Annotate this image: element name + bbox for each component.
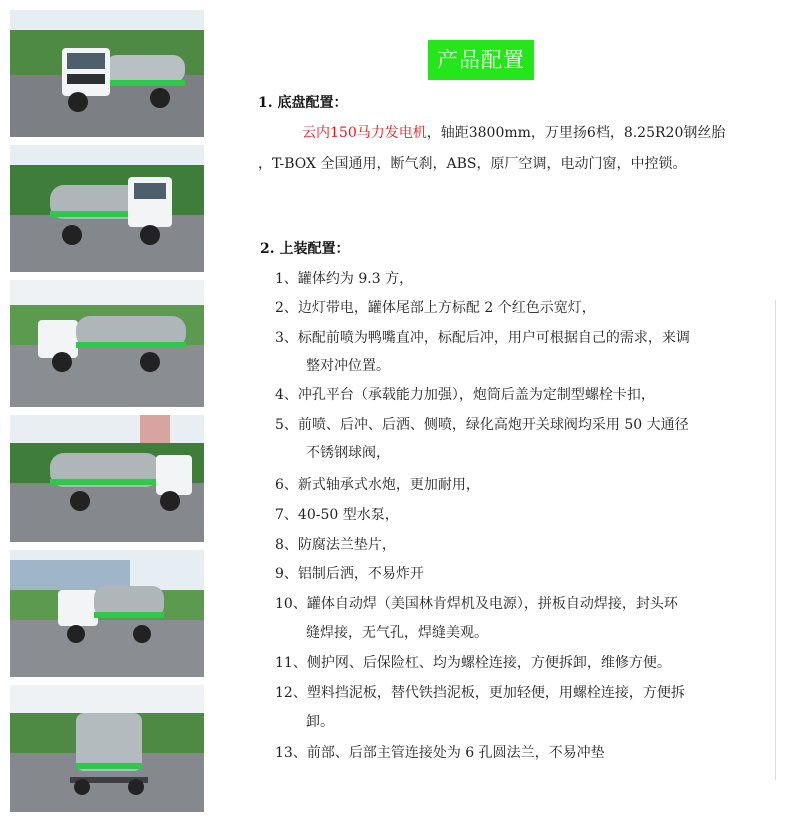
- upper-item: 7、40-50 型水泵，: [275, 507, 399, 523]
- upper-item: 2、边灯带电，罐体尾部上方标配 2 个红色示宽灯，: [275, 300, 596, 316]
- upper-heading: 2. 上装配置：: [260, 241, 350, 257]
- truck-rear-angle-illustration: [10, 550, 204, 677]
- chassis-line-1: [302, 122, 725, 142]
- upper-item-continued: 缝焊接，无气孔，焊缝美观。: [306, 625, 488, 641]
- chassis-line-1-rest: ，轴距3800mm，万里扬6档，8.25R20钢丝胎: [426, 125, 726, 141]
- upper-item: 12、塑料挡泥板，替代铁挡泥板，更加轻便，用螺栓连接，方便拆: [275, 685, 685, 701]
- truck-left-side-illustration: [10, 280, 204, 407]
- upper-item-continued: 不锈钢球阀，: [306, 445, 390, 461]
- truck-side-illustration: [10, 145, 204, 272]
- truck-photo-side-front: [10, 145, 204, 272]
- upper-item: 10、罐体自动焊（美国林肯焊机及电源），拼板自动焊接，封头环: [275, 596, 678, 612]
- upper-item: 8、防腐法兰垫片，: [275, 537, 396, 553]
- upper-item-continued: 整对冲位置。: [306, 358, 390, 374]
- truck-photo-right-side: [10, 415, 204, 542]
- truck-right-side-illustration: [10, 415, 204, 542]
- upper-item-continued: 卸。: [306, 714, 334, 730]
- upper-item: 13、前部、后部主管连接处为 6 孔圆法兰，不易冲垫: [275, 745, 605, 761]
- page-title: 产品配置: [428, 40, 534, 80]
- upper-item: 3、标配前喷为鸭嘴直冲，标配后冲，用户可根据自己的需求，来调: [275, 330, 690, 346]
- upper-item: 5、前喷、后冲、后洒、侧喷，绿化高炮开关球阀均采用 50 大通径: [275, 417, 689, 433]
- truck-front-illustration: [10, 10, 204, 137]
- upper-item: 9、铝制后洒，不易炸开: [275, 566, 424, 582]
- chassis-heading: 1. 底盘配置：: [258, 95, 348, 111]
- truck-photo-left-side: [10, 280, 204, 407]
- engine-spec: 云内150马力发电机: [302, 125, 427, 141]
- page-edge-line: [775, 300, 776, 780]
- upper-item: 1、罐体约为 9.3 方，: [275, 271, 414, 287]
- chassis-line-2: ，T-BOX 全国通用，断气刹，ABS，原厂空调，电动门窗，中控锁。: [258, 156, 687, 172]
- upper-item: 6、新式轴承式水炮，更加耐用，: [275, 477, 480, 493]
- upper-item: 11、侧护网、后保险杠、均为螺栓连接，方便拆卸，维修方便。: [275, 655, 671, 671]
- truck-photo-column: [10, 10, 204, 820]
- truck-rear-illustration: [10, 685, 204, 812]
- truck-photo-rear-angle: [10, 550, 204, 677]
- truck-photo-front: [10, 10, 204, 137]
- truck-photo-rear: [10, 685, 204, 812]
- upper-item: 4、冲孔平台（承载能力加强），炮筒后盖为定制型螺栓卡扣，: [275, 387, 655, 403]
